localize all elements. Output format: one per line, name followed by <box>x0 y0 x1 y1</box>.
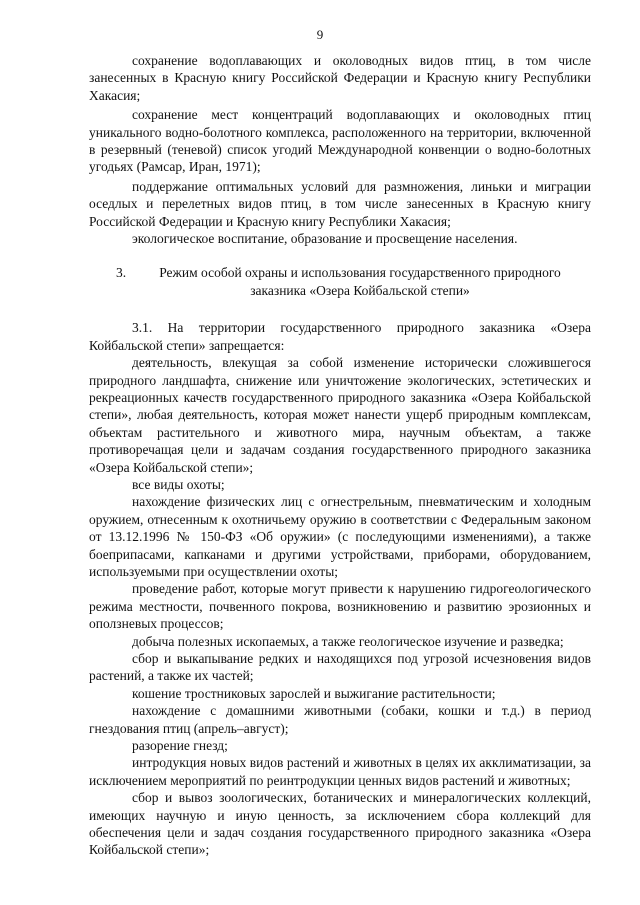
section-title-line-1: Режим особой охраны и использования государственного природного <box>159 265 561 281</box>
prohibition-rare-plants: сбор и выкапывание редких и находящихся под угрозой исчезновения видов растений, а также их частей; <box>89 651 591 684</box>
section-number: 3. <box>116 265 127 281</box>
prohibition-nest-destruction: разорение гнезд; <box>132 738 228 754</box>
paragraph-protect-birds: сохранение водоплавающих и околоводных видов птиц, в том числе занесенных в Красную книгу Российской Федерации и Красную книгу Республики Хакасия; <box>89 53 591 103</box>
prohibition-weapons: нахождение физических лиц с огнестрельным, пневматическим и холодным оружием, отнесенным к охотничьему оружию в соответствии с Федеральным законом от 13.12.1996 № 150-ФЗ «Об оружии» (с последующими изменениями), а также боеприпасами, капканами и другими устройствами, приборами, оборудованием, используемыми при осуществлении охоты; <box>89 494 591 579</box>
section-title-line-2: заказника «Озера Койбальской степи» <box>250 282 470 298</box>
prohibition-pets-nesting: нахождение с домашними животными (собаки, кошки и т.д.) в период гнездования птиц (апрель–август); <box>89 703 591 736</box>
prohibition-species-introduction: интродукция новых видов растений и животных в целях их акклиматизации, за исключением мероприятий по реинтродукции ценных видов растений и животных; <box>89 755 591 788</box>
prohibition-mining: добыча полезных ископаемых, а также геологическое изучение и разведка; <box>132 633 564 649</box>
prohibition-reed-mowing: кошение тростниковых зарослей и выжигание растительности; <box>132 685 496 701</box>
prohibition-collections: сбор и вывоз зоологических, ботанических и минералогических коллекций, имеющих научную и иную ценность, за исключением сбора коллекций для обеспечения цели и задач создания государственного природного заказника «Озера Койбальской степи»; <box>89 790 591 858</box>
section-title <box>89 264 591 299</box>
prohibition-hunting: все виды охоты; <box>132 476 225 492</box>
clause-3-1-intro: 3.1. На территории государственного природного заказника «Озера Койбальской степи» запрещается: <box>89 320 591 353</box>
page-number: 9 <box>316 27 324 42</box>
prohibition-hydrogeology-works: проведение работ, которые могут привести к нарушению гидрогеологического режима местности, почвенного покрова, возникновению и развитию эрозионных и оползневых процессов; <box>89 581 591 632</box>
section-heading <box>89 264 591 299</box>
paragraph-ecological-education: экологическое воспитание, образование и просвещение населения. <box>132 231 518 247</box>
prohibition-landscape-change: деятельность, влекущая за собой изменение исторически сложившегося природного ландшафта, снижение или уничтожение экологических, эстетических и рекреационных качеств государственного природного заказника «Озера Койбальской степи», любая деятельность, которая может нанести ущерб природным комплексам, объектам растительного и животного мира, научным объектам, а также противоречащая цели и задачам создания государственного природного заказника «Озера Койбальской степи»; <box>89 355 591 475</box>
document-body <box>89 52 591 859</box>
paragraph-protect-concentration-sites: сохранение мест концентраций водоплавающих и околоводных птиц уникального водно-болотного комплекса, расположенного на территории, включенной в резервный (теневой) список угодий Международной конвенции о водно-болотных угодьях (Рамсар, Иран, 1971); <box>89 107 591 175</box>
paragraph-maintain-conditions: поддержание оптимальных условий для размножения, линьки и миграции оседлых и перелетных видов птиц, в том числе занесенных в Красную книгу Российской Федерации и Красную книгу Республики Хакасия; <box>89 178 591 229</box>
